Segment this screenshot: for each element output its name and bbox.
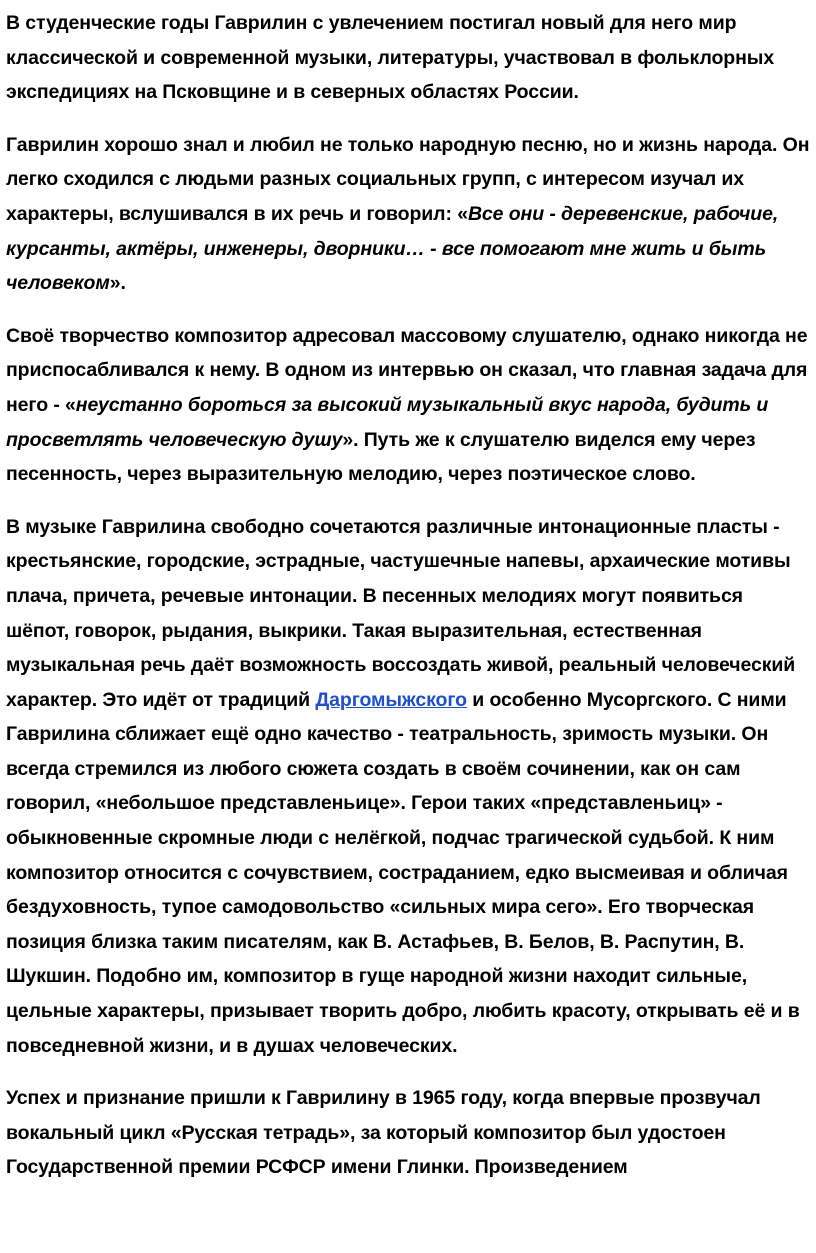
paragraph-2-quote: Все они - деревенские, рабочие, курсанты, актёры, инженеры, дворники… - все помогают мне жить и быть человеком — [6, 202, 779, 295]
paragraph-3-tail: Путь же к слушателю виделся ему через песенность, через выразительную мелодию, через поэтическое слово. — [6, 428, 756, 486]
paragraph-3-open-quote: « — [65, 393, 76, 416]
paragraph-4 — [6, 510, 810, 1064]
paragraph-2-text: Гаврилин хорошо знал и любил не только народную песню, но и жизнь народа. Он легко сходился с людьми разных социальных групп, с интересом изучал их характеры, вслушивался в их речь и говорил: — [6, 133, 810, 225]
paragraph-3-quote: неустанно бороться за высокий музыкальный вкус народа, будить и просветлять человеческую душу — [6, 393, 769, 451]
paragraph-3-close-quote: ». — [342, 428, 359, 451]
dargomyzhsky-link[interactable]: Даргомыжского — [315, 688, 467, 711]
paragraph-2 — [6, 128, 810, 301]
paragraph-5 — [6, 1081, 810, 1185]
paragraph-5-text: Успех и признание пришли к Гаврилину в 1965 году, когда впервые прозвучал вокальный цикл «Русская тетрадь», за который композитор был удостоен Государственной премии РСФСР имени Глинки. Произведением — [6, 1087, 761, 1179]
paragraph-3-text: Своё творчество композитор адресовал массовому слушателю, однако никогда не приспосабливался к нему. В одном из интервью он сказал, что главная задача для него - — [6, 324, 808, 416]
paragraph-1-text: В студенческие годы Гаврилин с увлечением постигал новый для него мир классической и современной музыки, литературы, участвовал в фольклорных экспедициях на Псковщине и в северных областях России. — [6, 12, 775, 104]
paragraph-2-close-quote: ». — [109, 272, 126, 295]
paragraph-4-text-before-link: В музыке Гаврилина свободно сочетаются различные интонационные пласты - крестьянские, городские, эстрадные, частушечные напевы, архаические мотивы плача, причета, речевые интонации. В песенных мелодиях могут появиться шёпот, говорок, рыдания, выкрики. Такая выразительная, естественная музыкальная речь даёт возможность воссоздать живой, реальный человеческий характер. Это идёт от традиций — [6, 515, 796, 711]
paragraph-4-text-after-link: и особенно Мусоргского. С ними Гаврилина сближает ещё одно качество - театральность, зримость музыки. Он всегда стремился из любого сюжета создать в своём сочинении, как он сам говорил, «небольшое представленьице». Герои таких «представленьиц» - обыкновенные скромные люди с нелёгкой, подчас трагической судьбой. К ним композитор относится с сочувствием, состраданием, едко высмеивая и обличая бездуховность, тупое самодовольство «сильных мира сего». Его творческая позиция близка таким писателям, как В. Астафьев, В. Белов, В. Распутин, В. Шукшин. Подобно им, композитор в гуще народной жизни находит сильные, цельные характеры, призывает творить добро, любить красоту, открывать её и в повседневной жизни, и в душах человеческих. — [6, 688, 800, 1057]
paragraph-3 — [6, 319, 810, 492]
paragraph-2-open-quote: « — [457, 202, 468, 225]
paragraph-1 — [6, 6, 810, 110]
